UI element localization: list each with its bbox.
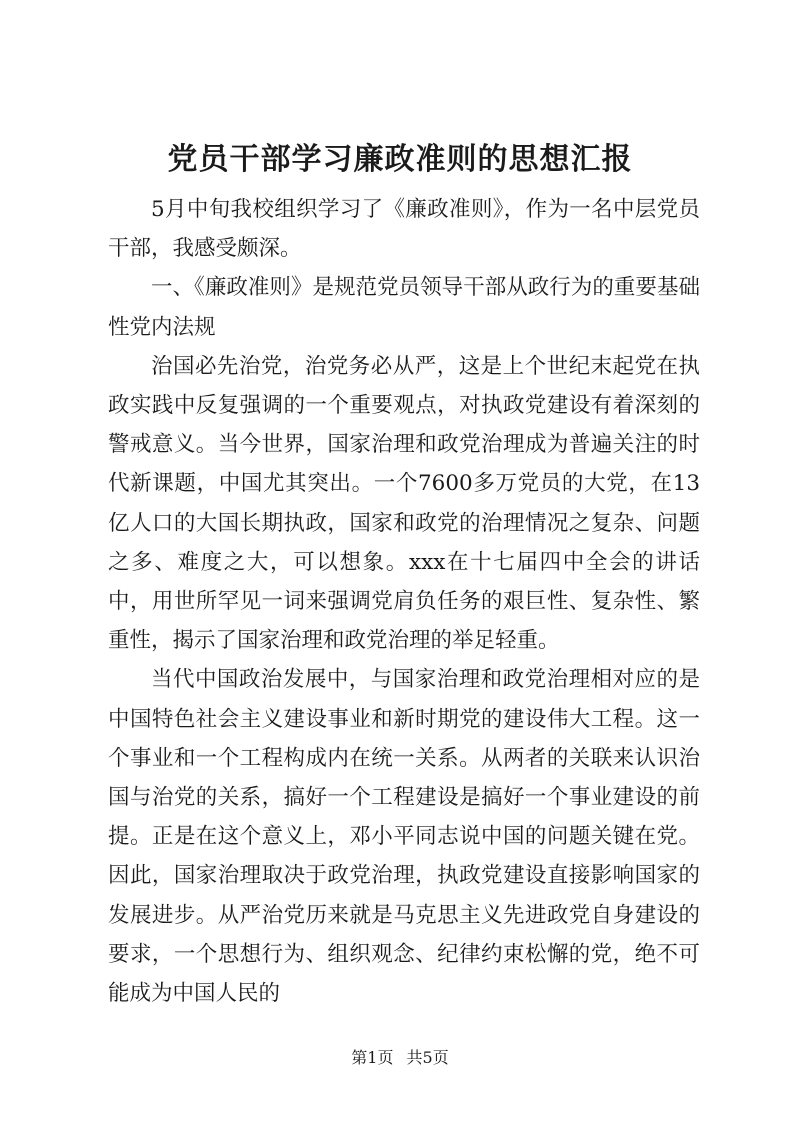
page-footer: [0, 1047, 800, 1069]
paragraph-development: 当代中国政治发展中，与国家治理和政党治理相对应的是中国特色社会主义建设事业和新时期党的建设伟大工程。这一个事业和一个工程构成内在统一关系。从两者的关联来认识治国与治党的关系，搞好一个工程建设是搞好一个事业建设的前提。正是在这个意义上，邓小平同志说中国的问题关键在党。因此，国家治理取决于政党治理，执政党建设直接影响国家的发展进步。从严治党历来就是马克思主义先进政党自身建设的要求，一个思想行为、组织观念、纪律约束松懈的党，绝不可能成为中国人民的: [108, 667, 700, 1007]
paragraph-governance: 治国必先治党，治党务必从严，这是上个世纪末起党在执政实践中反复强调的一个重要观点，对执政党建设有着深刻的警戒意义。当今世界，国家治理和政党治理成为普遍关注的时代新课题，中国尤其突出。一个7600多万党员的大党，在13亿人口的大国长期执政，国家和政党的治理情况之复杂、问题之多、难度之大，可以想象。xxx在十七届四中全会的讲话中，用世所罕见一词来强调党肩负任务的艰巨性、复杂性、繁重性，揭示了国家治理和政党治理的举足轻重。: [108, 353, 700, 654]
paragraph-section-heading: 一、《廉政准则》是规范党员领导干部从政行为的重要基础性党内法规: [108, 275, 700, 340]
document-title: 党员干部学习廉政准则的思想汇报: [167, 142, 633, 177]
page-number: 第1页: [351, 1048, 394, 1067]
page-total: 共5页: [406, 1048, 449, 1067]
document-body: [108, 190, 700, 1013]
paragraph-intro: 5月中旬我校组织学习了《廉政准则》，作为一名中层党员干部，我感受颇深。: [108, 197, 700, 262]
